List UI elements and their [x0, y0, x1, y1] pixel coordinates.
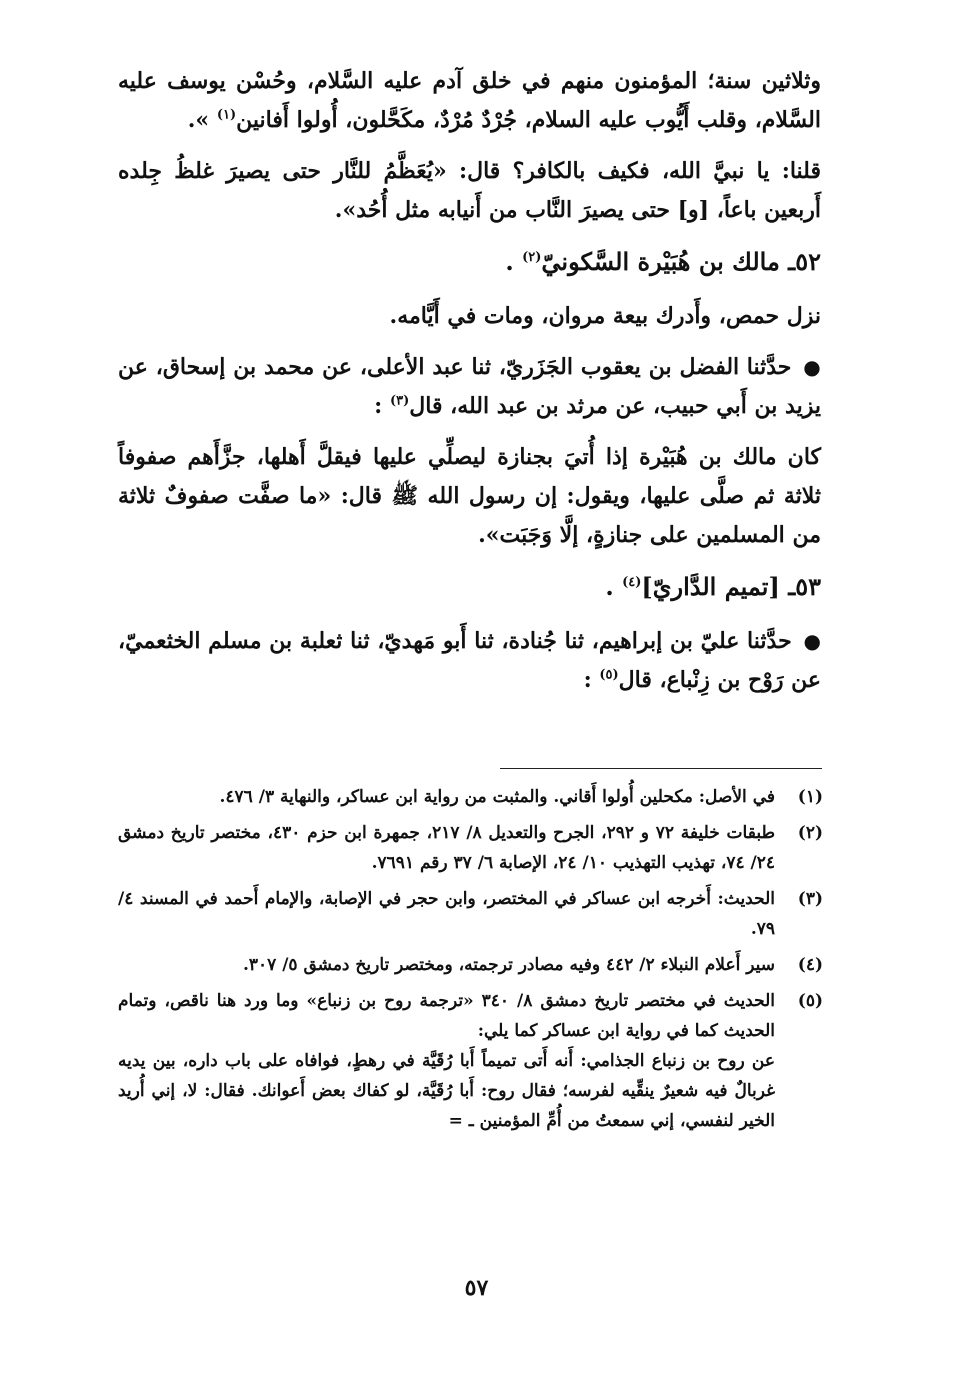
entry-52-hadith: كان مالك بن هُبَيْرة إذا أُتيَ بجنازة ليصلِّي عليها فيقلَّ أَهلها، جزَّأَهم صفوفاً ثلاثة ثم صلَّى عليها، ويقول: إن رسول الله ﷺ قال: «ما صفَّت صفوفٌ ثلاثة من المسلمين على جنازةٍ، إلَّا وَجَبَت». [118, 444, 821, 548]
footnote-item: (٢) طبقات خليفة ٧٢ و ٢٩٢، الجرح والتعديل ٨/ ٢١٧، جمهرة ابن حزم ٤٣٠، مختصر تاريخ دمشق ٢٤/ ٧٤، تهذيب التهذيب ١٠/ ٢٤، الإصابة ٦/ ٣٧ رقم ٧٦٩١. [118, 823, 823, 873]
paragraph-continuation: وثلاثين سنة؛ المؤمنون منهم في خلق آدم عليه السَّلام، وحُسْن يوسف عليه السَّلام، وقلب أَيُّوب عليه السلام، جُرْدٌ مُرْدٌ، مكَحَّلون، أُولوا أَفانين$^{(١)}$ ». [118, 68, 821, 133]
footnotes [118, 782, 823, 1142]
entry-53-heading: ٥٣ـ [تميم الدَّاريّ]$^{(٤)}$ . [605, 572, 821, 601]
footnote-item: (٤) سير أَعلام النبلاء ٢/ ٤٤٢ وفيه مصادر ترجمته، ومختصر تاريخ دمشق ٥/ ٣٠٧. [242, 955, 823, 975]
bullet-icon: ● [803, 629, 821, 653]
footnote-item: (١) في الأصل: مكحلين أُولوا أَقاني. والمثبت من رواية ابن عساكر، والنهاية ٣/ ٤٧٦. [219, 787, 823, 807]
entry-52-isnad: ● حدَّثنا الفضل بن يعقوب الجَزَريّ، ثنا عبد الأعلى، عن محمد بن إسحاق، عن يزيد بن أَبي حبيب، عن مرثد بن عبد الله، قال$^{(٣)}$ : [118, 354, 821, 419]
paragraph-question: قلنا: يا نبيَّ الله، فكيف بالكافر؟ قال: «يُعَظَّمُ للنَّار حتى يصيرَ غلظُ جِلده أَربعين باعاً، [و] حتى يصيرَ النَّاب من أَنيابه مثل أُحُد». [118, 158, 821, 223]
footnote-continuation: عن روح بن زنباع الجذامي: أَنه أَتى تميماً أَبا رُقَيَّة في رهطٍ، فوافاه على باب داره، بين يديه غربالٌ فيه شعيرٌ ينقِّيه لفرسه؛ فقال روح: أَبا رُقَيَّة، لو كفاك بعض أَعوانك. فقال: لا، إني أُريد الخير لنفسي، إني سمعتُ من أُمِّ المؤمنين ـ = [118, 1051, 775, 1131]
entry-52-bio: نزل حمص، وأَدرك بيعة مروان، ومات في أَيَّامه. [389, 303, 821, 329]
main-text [118, 62, 821, 712]
footnote-item: (٣) الحديث: أَخرجه ابن عساكر في المختصر، وابن حجر في الإصابة، والإمام أَحمد في المسند ٤/ ٧٩. [118, 889, 823, 939]
entry-52-heading: ٥٢ـ مالك بن هُبَيْرة السَّكونيّ$^{(٢)}$ . [505, 247, 821, 276]
footnote-divider [500, 768, 822, 769]
bullet-icon: ● [803, 355, 821, 379]
footnote-item: (٥) الحديث في مختصر تاريخ دمشق ٨/ ٣٤٠ «ترجمة روح بن زنباع» وما ورد هنا ناقص، وتمام الحديث كما في رواية ابن عساكر كما يلي: عن روح بن زنباع الجذامي: أَنه أَتى تميماً أَبا رُقَيَّة في رهطٍ، فوافاه على باب داره، بين يديه غربالٌ فيه شعيرٌ ينقِّيه لفرسه؛ فقال روح: أَبا رُقَيَّة، لو كفاك بعض أَعوانك. فقال: لا، إني أُريد الخير لنفسي، إني سمعتُ من أُمِّ المؤمنين ـ = [118, 986, 823, 1136]
entry-53-isnad: ● حدَّثنا عليّ بن إبراهيم، ثنا جُنادة، ثنا أَبو مَهديّ، ثنا ثعلبة بن مسلم الخثعميّ، عن رَوْح بن زِنْباع، قال$^{(٥)}$ : [118, 628, 821, 693]
page-number: ٥٧ [464, 1275, 489, 1301]
